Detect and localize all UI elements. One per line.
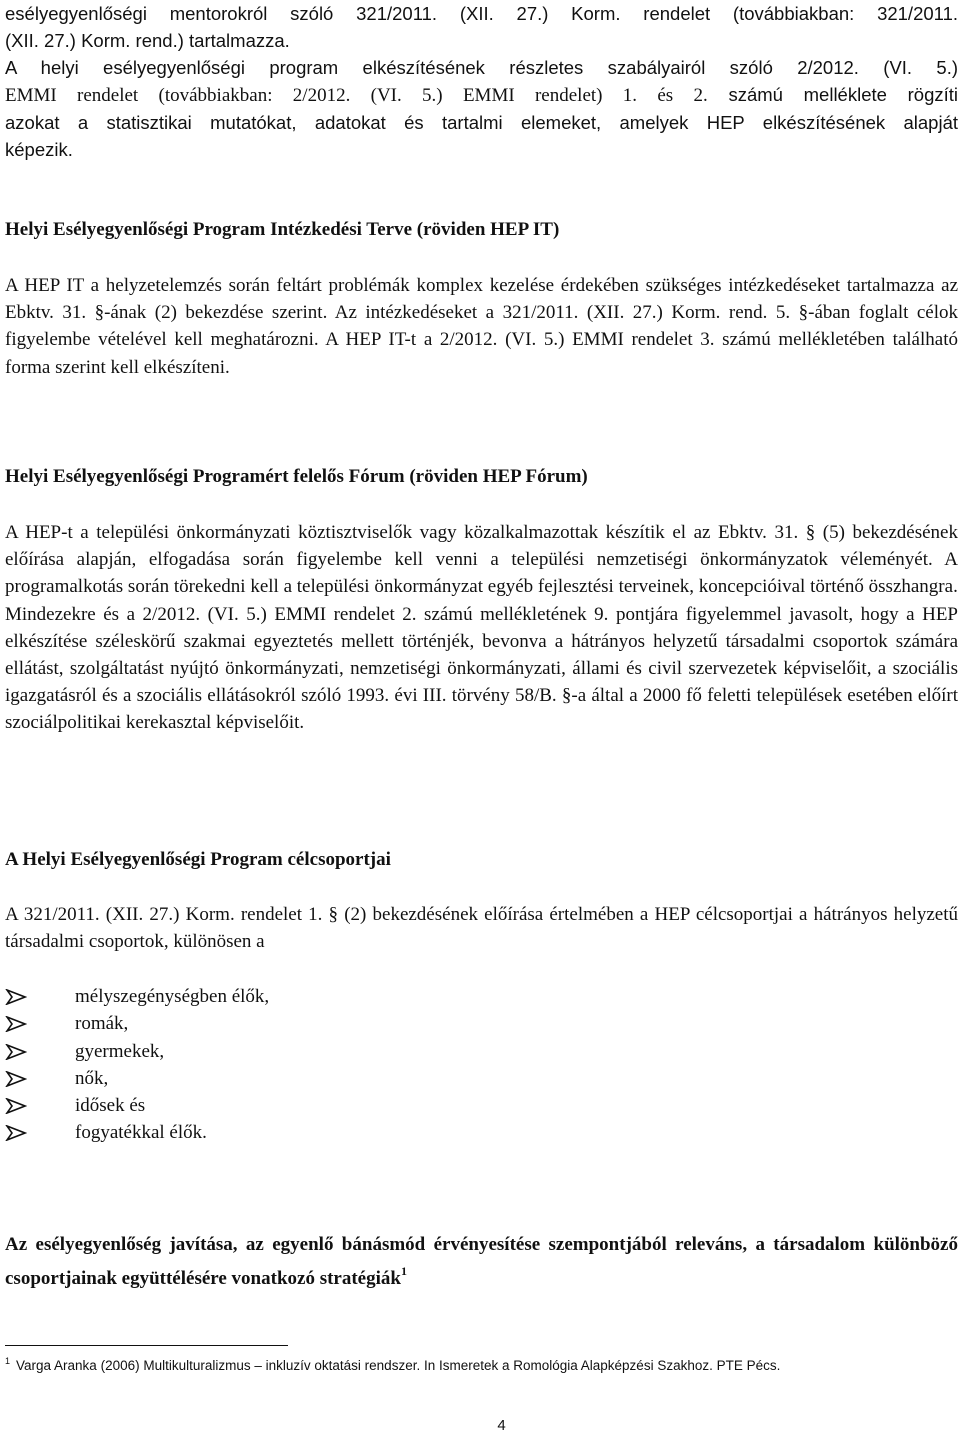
intro-line-4b: számú melléklete rögzíti [707, 84, 958, 105]
section-hep-forum [5, 464, 958, 490]
section-heading-text: Az esélyegyenlőség javítása, az egyenlő bánásmód érvényesítése szempontjából releváns, a társadalom különböző csoportjainak együttélésére vonatkozó stratégiák [5, 1234, 958, 1289]
list-item-text: nők, [75, 1067, 109, 1089]
list-item [5, 1038, 958, 1065]
section-heading: Helyi Esélyegyenlőségi Programért felelős Fórum (röviden HEP Fórum) [5, 466, 588, 487]
intro-line-2: (XII. 27.) Korm. rend.) tartalmazza. [5, 30, 290, 51]
footnote-reference[interactable]: 1 [400, 1264, 407, 1278]
footnote-text: Varga Aranka (2006) Multikulturalizmus – inkluzív oktatási rendszer. In Ismeretek a Romológia Alapképzési Szakhoz. PTE Pécs. [16, 1358, 781, 1373]
paragraph: A HEP IT a helyzetelemzés során feltárt problémák komplex kezelése érdekében szükséges intézkedéseket tartalmazza az Ebktv. 31. §-ának (2) bekezdése szerint. Az intézkedéseket a 321/2011. (XII. 27.) Korm. rend. 5. §-ában foglalt célok figyelembe vételével kell meghatározni. A HEP IT-t a 2/2012. (VI. 5.) EMMI rendelet 3. számú mellékletében található forma szerint kell elkészíteni. [5, 275, 958, 378]
section-hep-it-body [5, 272, 958, 381]
list-item-text: gyermekek, [75, 1040, 165, 1062]
paragraph: A HEP-t a települési önkormányzati köztisztviselők vagy közalkalmazottak készítik el az Ebktv. 31. § (5) bekezdésének előírása alapján, elfogadása során figyelembe kell venni a települési nemzetiségi önkormányzatok véleményét. A programalkotás során törekedni kell a települési önkormányzat egyéb fejlesztési terveinek, koncepcióival történő összhangra. [5, 522, 958, 598]
arrowhead-bullet-icon [5, 1016, 27, 1032]
arrowhead-bullet-icon [5, 1044, 27, 1060]
footnote [5, 1352, 958, 1375]
arrowhead-bullet-icon [5, 1071, 27, 1087]
list-item-text: fogyatékkal élők. [75, 1122, 207, 1144]
section-heading [5, 1231, 958, 1292]
intro-line-3: A helyi esélyegyenlőségi program elkészítésének részletes szabályairól szóló 2/2012. (VI. 5.) [5, 57, 958, 78]
footnote-divider [5, 1345, 288, 1346]
section-target-groups [5, 847, 958, 873]
list-item [5, 1119, 958, 1146]
section-strategies [5, 1231, 958, 1292]
section-heading: A Helyi Esélyegyenlőségi Program célcsoportjai [5, 849, 391, 870]
target-group-list [5, 983, 958, 1147]
list-item-text: romák, [75, 1013, 129, 1035]
footnote-marker: 1 [5, 1356, 11, 1366]
intro-line-4 [5, 81, 958, 109]
list-item [5, 1065, 958, 1092]
section-target-groups-body [5, 901, 958, 955]
paragraph: A 321/2011. (XII. 27.) Korm. rendelet 1. § (2) bekezdésének előírása értelmében a HEP célcsoportjai a hátrányos helyzetű társadalmi csoportok, különösen a [5, 904, 958, 953]
arrowhead-bullet-icon [5, 1125, 27, 1141]
intro-line-4a: EMMI rendelet (továbbiakban: 2/2012. (VI. 5.) EMMI rendelet) 1. és 2. [5, 85, 708, 106]
intro-line-1: esélyegyenlőségi mentorokról szóló 321/2011. (XII. 27.) Korm. rendelet (továbbiakban: 321/2011. [5, 3, 958, 24]
bullet-list [5, 983, 958, 1147]
list-item-text: idősek és [75, 1095, 146, 1117]
section-hep-it [5, 217, 958, 243]
intro-line-5: azokat a statisztikai mutatókat, adatokat és tartalmi elemeket, amelyek HEP elkészítésének alapját [5, 112, 958, 133]
arrowhead-bullet-icon [5, 989, 27, 1005]
list-item-text: mélyszegénységben élők, [75, 986, 270, 1007]
page-number: 4 [497, 1417, 506, 1434]
paragraph: Mindezekre és a 2/2012. (VI. 5.) EMMI rendelet 2. számú mellékletének 9. pontjára figyelemmel javasolt, hogy a HEP elkészítése széleskörű szakmai egyeztetés mellett történjék, bevonva a hátrányos helyzetű társadalmi csoportok számára ellátást, szolgáltatást nyújtó önkormányzati, nemzetiségi önkormányzati, állami és civil szervezetek képviselőit, a szociális igazgatásról és a szociális ellátásokról szóló 1993. évi III. törvény 58/B. §-a által a 2000 fő feletti települések esetében előírt szociálpolitikai kerekasztal képviselőit. [5, 603, 958, 734]
arrowhead-bullet-icon [5, 1098, 27, 1114]
section-heading: Helyi Esélyegyenlőségi Program Intézkedési Terve (röviden HEP IT) [5, 219, 560, 240]
list-item [5, 1010, 958, 1037]
list-item [5, 983, 958, 1010]
section-hep-forum-body [5, 519, 958, 737]
list-item [5, 1092, 958, 1119]
intro-line-6: képezik. [5, 139, 73, 160]
intro-paragraph [5, 0, 958, 163]
